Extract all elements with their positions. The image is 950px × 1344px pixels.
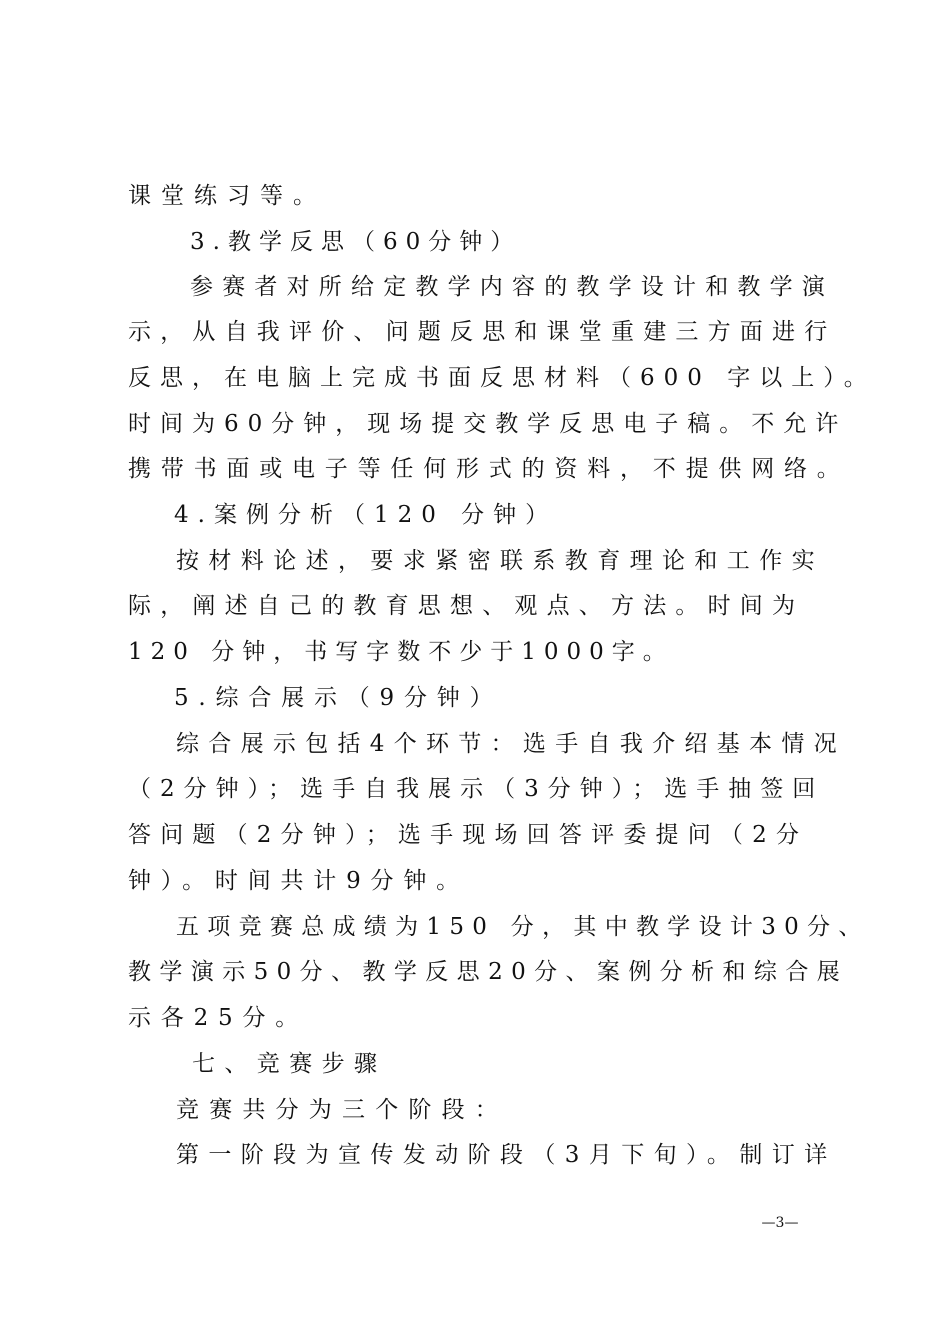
- text-line: 120 分钟，书写字数不少于1000字。: [128, 639, 674, 665]
- text-line: 综合展示包括4个环节：选手自我介绍基本情况: [176, 731, 846, 757]
- text-line: 际，阐述自己的教育思想、观点、方法。时间为: [128, 593, 805, 619]
- text-line: 答问题（2分钟）；选手现场回答评委提问（2分: [128, 822, 809, 848]
- text-line: 反思，在电脑上完成书面反思材料（600 字以上）。: [128, 365, 876, 391]
- text-line: 示各25分。: [128, 1005, 309, 1031]
- section-heading-case-analysis: 4.案例分析（120 分钟）: [174, 502, 558, 528]
- text-line: 竞赛共分为三个阶段：: [176, 1097, 508, 1123]
- section-heading-comprehensive-display: 5.综合展示（9分钟）: [174, 685, 503, 711]
- text-line: 钟）。时间共计9分钟。: [128, 868, 469, 894]
- text-line: 示，从自我评价、问题反思和课堂重建三方面进行: [128, 319, 837, 345]
- section-heading-competition-steps: 七、竞赛步骤: [192, 1051, 387, 1077]
- text-line: 参赛者对所给定教学内容的教学设计和教学演: [190, 274, 834, 300]
- text-line: 五项竞赛总成绩为150 分，其中教学设计30分、: [176, 914, 870, 940]
- text-line: 携带书面或电子等任何形式的资料，不提供网络。: [128, 456, 850, 482]
- page-number: —3—: [761, 1215, 799, 1231]
- text-line: （2分钟）；选手自我展示（3分钟）；选手抽签回: [128, 776, 825, 802]
- text-line: 第一阶段为宣传发动阶段（3月下旬）。制订详: [176, 1142, 837, 1168]
- text-line: 按材料论述，要求紧密联系教育理论和工作实: [176, 548, 824, 574]
- text-line: 教学演示50分、教学反思20分、案例分析和综合展: [128, 959, 849, 985]
- text-line: 课堂练习等。: [128, 183, 326, 209]
- text-line: 时间为60分钟，现场提交教学反思电子稿。不允许: [128, 411, 848, 437]
- section-heading-teaching-reflection: 3.教学反思（60分钟）: [190, 229, 522, 255]
